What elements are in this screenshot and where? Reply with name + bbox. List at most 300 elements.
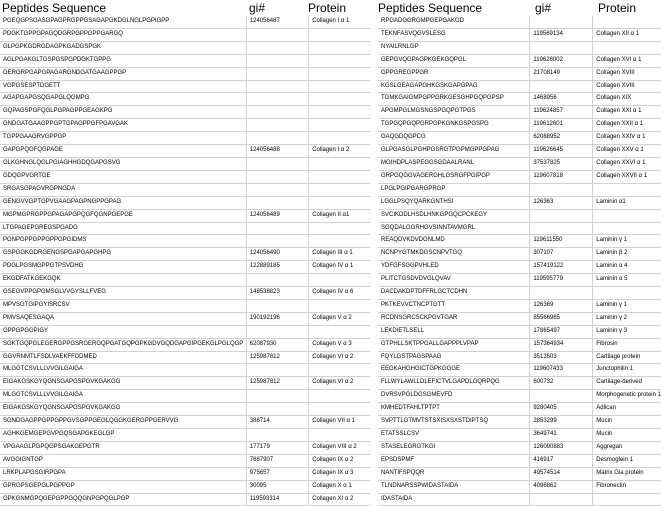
protein-cell: Fibronectin (593, 480, 661, 493)
sequence-cell: PGNPGPPGPPGPPGPGIDMS (0, 235, 246, 248)
protein-cell (593, 183, 661, 196)
protein-cell: Laminin γ 1 (593, 299, 661, 312)
protein-cell: Junctophilin 1 (593, 364, 661, 377)
table-row (0, 93, 370, 106)
gi-cell (246, 54, 308, 67)
protein-cell (309, 67, 370, 80)
protein-cell (309, 119, 370, 132)
gi-cell: 37537825 (530, 157, 593, 170)
protein-cell: Laminin α 4 (593, 261, 661, 274)
table-row (0, 377, 370, 390)
gi-cell: 975657 (246, 467, 308, 480)
table-row (378, 429, 661, 442)
gi-cell (530, 222, 593, 235)
gi-cell: 119628002 (530, 54, 593, 67)
gi-cell (530, 493, 593, 506)
gi-cell: 124056489 (246, 209, 308, 222)
gi-cell (530, 209, 593, 222)
sequence-cell: TLNDNARSSPWIDASTAIDA (378, 480, 530, 493)
gi-cell: 600732 (530, 377, 593, 390)
sequence-cell: SVCIKDDLHSDLHNKGPGQCPCKEGY (378, 209, 530, 222)
protein-cell: Collagen V α 2 (309, 312, 370, 325)
protein-cell: Collagen XXII α 1 (593, 119, 661, 132)
gi-cell: 126363 (530, 196, 593, 209)
table-row (0, 209, 370, 222)
sequence-cell: GLPGASGLPGHPGSRGTPGPMGPPGPAG (378, 145, 530, 158)
gi-cell: 307107 (530, 248, 593, 261)
table-row (378, 454, 661, 467)
table-row (378, 106, 661, 119)
gi-cell: 157364934 (530, 338, 593, 351)
sequence-cell: GLPGPKGDRGDAGPKGADGSPGK (0, 41, 246, 54)
table-row (0, 16, 370, 28)
protein-cell: Collagen XI α 2 (309, 493, 370, 506)
sequence-cell: GQPAGSPGFQGLPGPAGPPGEAGKPG (0, 106, 246, 119)
table-row (378, 274, 661, 287)
protein-cell (309, 132, 370, 145)
sequence-cell: DACDAKDPTDFFRLGCTCDHN (378, 287, 530, 300)
table-row (378, 16, 661, 28)
gi-cell (246, 364, 308, 377)
right-table-panel (378, 0, 661, 506)
sequence-cell: GERGRPGAPGPAGARGNDGATGAAGPPGP (0, 67, 246, 80)
sequence-cell: KMHEDTFAHLTPTPT (378, 403, 530, 416)
sequence-cell: GSPGGKGDRGENGSPGAPGAPGHPG (0, 248, 246, 261)
protein-cell: Collagen XVIII (593, 80, 661, 93)
protein-cell (309, 157, 370, 170)
table-row (378, 377, 661, 390)
gi-cell: 1468956 (530, 93, 593, 106)
gi-cell (530, 183, 593, 196)
protein-cell: Collagen XXV α 1 (593, 145, 661, 158)
sequence-cell: LRKPLAPGSGIRPGPA (0, 467, 246, 480)
table-row (0, 235, 370, 248)
sequence-cell: EPSDSPMF (378, 454, 530, 467)
gi-cell: 85566965 (530, 312, 593, 325)
protein-cell: Collagen I α 1 (309, 16, 370, 28)
protein-cell: Adlican (593, 403, 661, 416)
table-row (378, 467, 661, 480)
sequence-cell: ETATSSLCSV (378, 429, 530, 442)
protein-cell (593, 41, 661, 54)
protein-cell (309, 80, 370, 93)
protein-cell: Matrix Gla protein (593, 467, 661, 480)
table-row (0, 467, 370, 480)
sequence-cell: AVGGIGNTGP (0, 454, 246, 467)
gi-cell (246, 80, 308, 93)
gi-cell: 125987812 (246, 351, 308, 364)
table-row (0, 106, 370, 119)
gi-cell: 49574514 (530, 467, 593, 480)
sequence-cell: RPGADGGRGMPGEPGAKGD (378, 16, 530, 28)
protein-cell: Collagen I α 2 (309, 145, 370, 158)
gi-cell: 119626645 (530, 145, 593, 158)
left-table-header (0, 0, 370, 16)
sequence-cell: STASELEGRGTKGI (378, 441, 530, 454)
table-row (0, 157, 370, 170)
left-header-gi: gi# (249, 1, 266, 15)
table-row (378, 93, 661, 106)
table-row (378, 299, 661, 312)
right-peptide-table (378, 16, 661, 506)
gi-cell: 388714 (246, 416, 308, 429)
sequence-cell: LTGPAGEPGREGSPGADG (0, 222, 246, 235)
table-row (0, 429, 370, 442)
protein-cell: Cartilage protein (593, 351, 661, 364)
table-row (378, 145, 661, 158)
gi-cell: 124056488 (246, 145, 308, 158)
sequence-cell: YDFGFSGGPVHLED (378, 261, 530, 274)
sequence-cell: VPGAAGLPGPQGPSGAKGEPGTR (0, 441, 246, 454)
gi-cell (246, 235, 308, 248)
table-row (0, 119, 370, 132)
table-row (378, 390, 661, 403)
table-row (378, 119, 661, 132)
table-row (0, 441, 370, 454)
table-row (378, 209, 661, 222)
protein-cell: Collagen VI α 2 (309, 377, 370, 390)
protein-cell: Mucin (593, 416, 661, 429)
protein-cell: Mucin (593, 429, 661, 442)
left-header-sequence: Peptides Sequence (2, 1, 107, 15)
table-row (378, 480, 661, 493)
table-row (378, 170, 661, 183)
sequence-cell: SRGASGPAGVRGPNGDA (0, 183, 246, 196)
gi-cell (246, 403, 308, 416)
gi-cell (246, 325, 308, 338)
sequence-cell: AGLPGAKGLTGSPGSPGPDGKTGPPG (0, 54, 246, 67)
sequence-cell: GDQGPVGRTGE (0, 170, 246, 183)
gi-cell: 190192196 (246, 312, 308, 325)
protein-cell (309, 183, 370, 196)
gi-cell: 119595779 (530, 274, 593, 287)
sequence-cell: APGMPGLMGSNGSPGQPGTPGS (378, 106, 530, 119)
protein-cell: Collagen IV α 1 (309, 261, 370, 274)
sequence-cell: MPVSGTGIPGYISRCSV (0, 299, 246, 312)
table-row (0, 480, 370, 493)
gi-cell (246, 106, 308, 119)
protein-cell (593, 493, 661, 506)
gi-cell: 416917 (530, 454, 593, 467)
gi-cell (246, 390, 308, 403)
sequence-cell: PDGLPGSMGPPGTPSVDHG (0, 261, 246, 274)
protein-cell: Collagen IX α 3 (309, 467, 370, 480)
gi-cell (246, 119, 308, 132)
sequence-cell: TGPPGAAGRVGPPGP (0, 132, 246, 145)
protein-cell (309, 54, 370, 67)
protein-cell (309, 170, 370, 183)
protein-cell (309, 28, 370, 41)
gi-cell: 119569134 (530, 28, 593, 41)
sequence-cell: PMVSAQESGAQA (0, 312, 246, 325)
sequence-cell: SVPTTLGTMVTSTSXISXSXSTDIPTSQ (378, 416, 530, 429)
gi-cell (530, 16, 593, 28)
table-row (378, 351, 661, 364)
sequence-cell: GSEGVPPGPGMSGLVVGYSLLFVEG (0, 287, 246, 300)
table-row (0, 196, 370, 209)
sequence-cell: REAQDVKDVDGNLMD (378, 235, 530, 248)
table-row (378, 183, 661, 196)
left-header-protein: Protein (308, 1, 347, 15)
table-row (378, 441, 661, 454)
sequence-cell: KGSLGEAGAPGHKGSKGAPGPAG (378, 80, 530, 93)
protein-cell: Collagen VII α 1 (309, 416, 370, 429)
protein-cell: Collagen XVIII (593, 67, 661, 80)
table-row (0, 287, 370, 300)
table-row (378, 28, 661, 41)
table-row (0, 145, 370, 158)
gi-cell: 21708149 (530, 67, 593, 80)
table-row (0, 28, 370, 41)
table-row (0, 493, 370, 506)
gi-cell: 119611550 (530, 235, 593, 248)
protein-cell (309, 403, 370, 416)
protein-cell: Laminin α1 (593, 196, 661, 209)
protein-cell (309, 299, 370, 312)
sequence-cell: GPPGREGPPGR (378, 67, 530, 80)
table-row (378, 325, 661, 338)
sequence-cell: MGIHDPLASPEGGSGDAALRANL (378, 157, 530, 170)
gi-cell (530, 390, 593, 403)
sequence-cell: AGHKGEMGEPGVPGQSGAPGKEGLGP (0, 429, 246, 442)
table-row (0, 454, 370, 467)
protein-cell: Collagen XXVI α 1 (593, 157, 661, 170)
protein-cell (309, 274, 370, 287)
sequence-cell: PGEQGPSGASGPAGPRGPPGSAGAPGKDGLNGLPGPIGPP (0, 16, 246, 28)
table-row (0, 325, 370, 338)
gi-cell: 30095 (246, 480, 308, 493)
sequence-cell: GPKGNMGPQGEPGPPGQQGNPGPQGLPGP (0, 493, 246, 506)
gi-cell (246, 222, 308, 235)
protein-cell: Collagen XXIV α 1 (593, 132, 661, 145)
sequence-cell: NCNPYGTMKDGSCNPVTGQ (378, 248, 530, 261)
sequence-cell: MLGGTCSVLLLVVGILGAIGA (0, 390, 246, 403)
table-row (378, 67, 661, 80)
table-row (0, 54, 370, 67)
gi-cell: 119612601 (530, 119, 593, 132)
sequence-cell: EKGDFATKGEKGQK (0, 274, 246, 287)
protein-cell: Collagen XXI α 1 (593, 106, 661, 119)
protein-cell (309, 429, 370, 442)
sequence-cell: EIGAKGSKGYQGNSGAPGSPGVKGAKGG (0, 377, 246, 390)
protein-cell (309, 235, 370, 248)
table-row (378, 403, 661, 416)
protein-cell (309, 222, 370, 235)
sequence-cell: IDASTAIDA (378, 493, 530, 506)
sequence-cell: GGVRNMTLFSDLVAEKFFDDMED (0, 351, 246, 364)
gi-cell (530, 41, 593, 54)
gi-cell: 4096862 (530, 480, 593, 493)
protein-cell (309, 106, 370, 119)
gi-cell: 9280405 (530, 403, 593, 416)
table-row (0, 299, 370, 312)
sequence-cell: GLKGHNGLQGLPGIAGHHGDQGAPGSVG (0, 157, 246, 170)
protein-cell: Cartilage-derived (593, 377, 661, 390)
sequence-cell: SGKTGQPGLEGERGPPGSRGERGQPGATGQPGPKGDVGQDGAPGIPGEKGLPGLQGP (0, 338, 246, 351)
table-row (378, 364, 661, 377)
table-row (0, 274, 370, 287)
table-row (378, 196, 661, 209)
table-row (378, 312, 661, 325)
right-table-body (378, 16, 661, 506)
table-row (378, 261, 661, 274)
sequence-cell: GRPGQGGVAGERGHLGSRGFPGIPGP (378, 170, 530, 183)
left-peptide-table (0, 16, 370, 506)
right-header-sequence: Peptides Sequence (378, 1, 483, 15)
protein-cell: Laminin α 5 (593, 274, 661, 287)
gi-cell: 3513503 (530, 351, 593, 364)
gi-cell (246, 67, 308, 80)
sequence-cell: MGPMGPRGPPGPAGAPGPQGFQGNPGEPGE (0, 209, 246, 222)
gi-cell: 177179 (246, 441, 308, 454)
table-row (378, 235, 661, 248)
sequence-cell: GTPHLLSKTPPGALLGAPPPLVPAP (378, 338, 530, 351)
gi-cell (246, 429, 308, 442)
sequence-cell: PLITCTGSDVDVGLQVAV (378, 274, 530, 287)
sequence-cell: GPPGPGGPIGY (0, 325, 246, 338)
protein-cell: Collagen V α 3 (309, 338, 370, 351)
table-row (378, 222, 661, 235)
sequence-cell: LPGLPGIPGARGPRGP (378, 183, 530, 196)
protein-cell (309, 364, 370, 377)
gi-cell: 119607818 (530, 170, 593, 183)
gi-cell: 122889185 (246, 261, 308, 274)
sequence-cell: FLLWYLAWLLDLEFICTVLGAPDLGQRPQG (378, 377, 530, 390)
table-row (0, 416, 370, 429)
gi-cell (246, 28, 308, 41)
protein-cell (593, 222, 661, 235)
table-row (378, 248, 661, 261)
protein-cell: Laminin γ 3 (593, 325, 661, 338)
table-row (0, 41, 370, 54)
gi-cell (246, 196, 308, 209)
table-row (378, 80, 661, 93)
sequence-cell: GPRGPSGEPGLPGPPGP (0, 480, 246, 493)
sequence-cell: LGGLPSQYQARKGNTHSI (378, 196, 530, 209)
gi-cell: 124056490 (246, 248, 308, 261)
table-row (378, 54, 661, 67)
table-row (0, 183, 370, 196)
table-row (0, 222, 370, 235)
gi-cell (246, 132, 308, 145)
protein-cell (309, 325, 370, 338)
gi-cell: 124056487 (246, 16, 308, 28)
table-row (378, 132, 661, 145)
gi-cell: 125987812 (246, 377, 308, 390)
table-row (0, 338, 370, 351)
sequence-cell: AGAPGAPGSQGAPGLQGMPG (0, 93, 246, 106)
gi-cell (530, 80, 593, 93)
table-row (0, 170, 370, 183)
gi-cell: 148538823 (246, 287, 308, 300)
table-row (0, 132, 370, 145)
sequence-cell: RCDNSGRCSCKPGVTGAR (378, 312, 530, 325)
gi-cell: 157419122 (530, 261, 593, 274)
protein-cell (593, 209, 661, 222)
sequence-cell: TGMKGAIGMPGPPGRKGESGHPGQPGPSP (378, 93, 530, 106)
sequence-cell: TGPGQPGQPGRPGPKGNKGSPGSPG (378, 119, 530, 132)
gi-cell: 7687907 (246, 454, 308, 467)
table-row (0, 390, 370, 403)
table-row (378, 41, 661, 54)
protein-cell: Collagen VI α 2 (309, 351, 370, 364)
protein-cell (309, 93, 370, 106)
sequence-cell: EIGAKGSKGYQGNSGAPGSPGVKGAKGG (0, 403, 246, 416)
sequence-cell: VGPGSESPTDGETT (0, 80, 246, 93)
sequence-cell: LEKDIETLSELL (378, 325, 530, 338)
protein-cell: Aggregan (593, 441, 661, 454)
table-row (0, 80, 370, 93)
right-header-protein: Protein (598, 1, 637, 15)
protein-cell (309, 41, 370, 54)
table-row (0, 351, 370, 364)
gi-cell: 119624857 (530, 106, 593, 119)
protein-cell: Laminin γ 1 (593, 235, 661, 248)
sequence-cell: GAQGDQGPCG (378, 132, 530, 145)
gi-cell (246, 274, 308, 287)
sequence-cell: GAPGPQGFQGPAGE (0, 145, 246, 158)
table-row (378, 157, 661, 170)
right-header-gi: gi# (535, 1, 552, 15)
table-row (378, 416, 661, 429)
sequence-cell: GENGVVGPTGPVGAAGPAGPNGPPGPAG (0, 196, 246, 209)
gi-cell (246, 41, 308, 54)
table-row (0, 67, 370, 80)
sequence-cell: NYAILRNLGP (378, 41, 530, 54)
table-row (0, 261, 370, 274)
sequence-cell: FQYLGSTPAGSPAAG (378, 351, 530, 364)
table-row (0, 248, 370, 261)
protein-cell: Collagen XXVII α 1 (593, 170, 661, 183)
sequence-cell: GNDGATGAAGPPGPTGPAGPPGFPGAVGAK (0, 119, 246, 132)
protein-cell: Collagen IX α 2 (309, 454, 370, 467)
gi-cell (246, 157, 308, 170)
protein-cell: Laminin γ 2 (593, 312, 661, 325)
protein-cell (593, 16, 661, 28)
table-row (378, 493, 661, 506)
gi-cell (530, 287, 593, 300)
protein-cell (593, 287, 661, 300)
table-row (378, 287, 661, 300)
gi-cell: 126369 (530, 299, 593, 312)
gi-cell: 62087930 (246, 338, 308, 351)
gi-cell (246, 299, 308, 312)
table-row (0, 403, 370, 416)
gi-cell (246, 183, 308, 196)
gi-cell: 3649741 (530, 429, 593, 442)
sequence-cell: SGQDALGGRHGVSINNTAVMGRL (378, 222, 530, 235)
protein-cell: Collagen X α 1 (309, 480, 370, 493)
gi-cell: 62088952 (530, 132, 593, 145)
gi-cell (246, 93, 308, 106)
gi-cell: 119607433 (530, 364, 593, 377)
protein-cell: Collagen IV α 6 (309, 287, 370, 300)
sequence-cell: SGNDGAGPPGPPGPPGVSGPPGEGLQGGKGERGPPGERVVG (0, 416, 246, 429)
protein-cell: Laminin β 2 (593, 248, 661, 261)
gi-cell: 126090883 (530, 441, 593, 454)
right-table-header (378, 0, 661, 16)
protein-cell (309, 196, 370, 209)
protein-cell: Fibrosin (593, 338, 661, 351)
table-row (378, 338, 661, 351)
gi-cell (246, 170, 308, 183)
gi-cell: 2853299 (530, 416, 593, 429)
protein-cell: Collagen VIII α 2 (309, 441, 370, 454)
sequence-cell: PKTKEVVCTNCPTGTT (378, 299, 530, 312)
sequence-cell: GEPGVQGPAGPKGEKGQPGL (378, 54, 530, 67)
gi-cell: 17865497 (530, 325, 593, 338)
protein-cell: Collagen XIX (593, 93, 661, 106)
